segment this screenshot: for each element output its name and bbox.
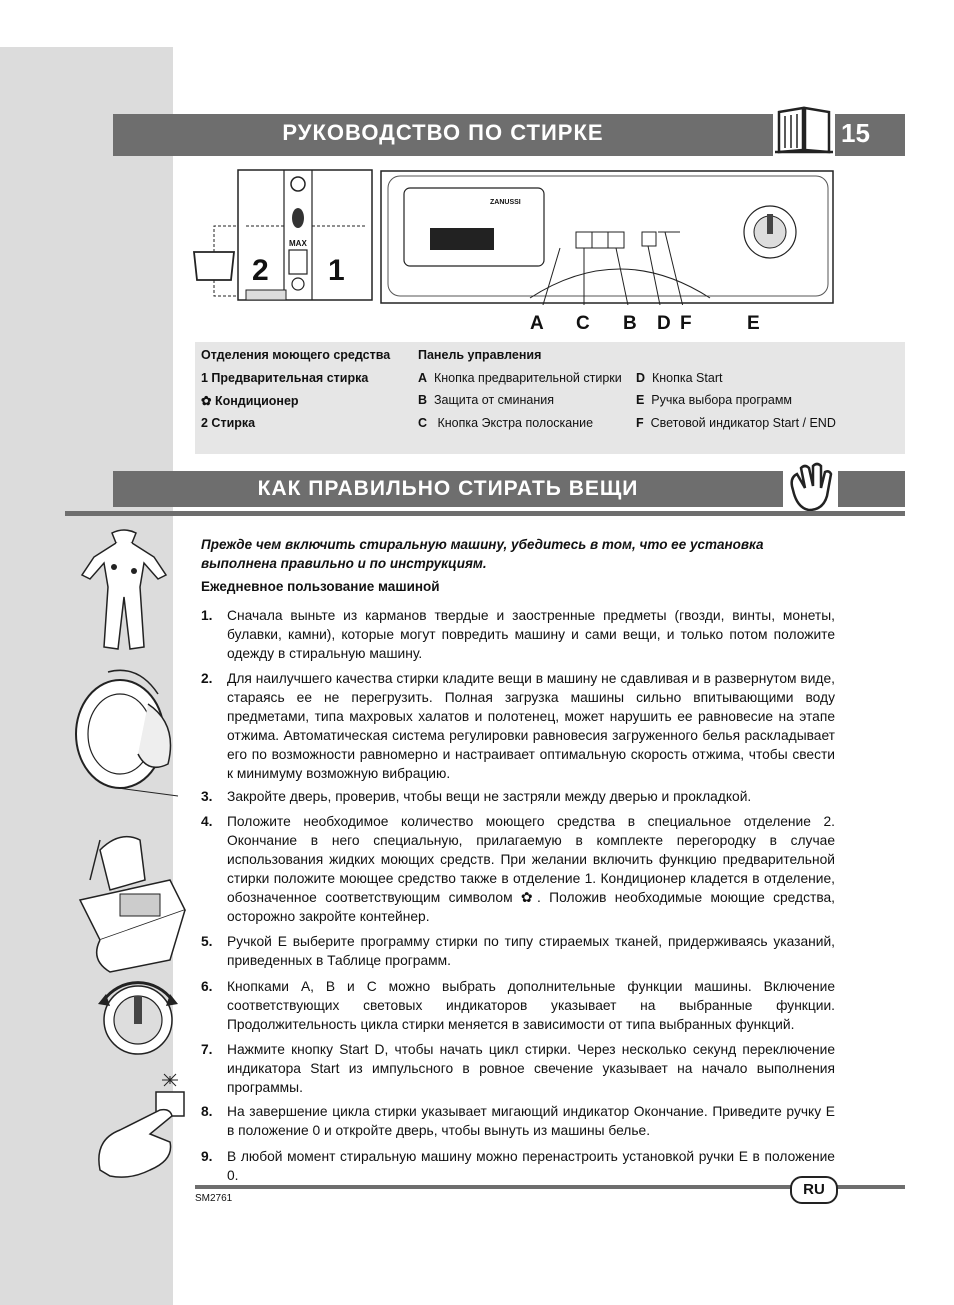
max-label: MAX xyxy=(289,239,307,248)
section-title-washing-guide: РУКОВОДСТВО ПО СТИРКЕ xyxy=(113,114,773,152)
drawer-label-1: 1 xyxy=(328,254,345,287)
instruction-item: 6. Кнопками A, B и C можно выбрать дополнительные функции машины. Включение соответствующих световых индикаторов указывает на выбранные функции. Продолжительность цикла стирки меняется в зависимости от типа выбранных функций. xyxy=(201,979,835,1032)
legend-item-C: C Кнопка Экстра полоскание xyxy=(418,416,594,430)
label-A: A xyxy=(530,313,544,334)
book-icon xyxy=(773,104,835,156)
label-B: B xyxy=(623,313,637,334)
page-number: 15 xyxy=(835,114,905,152)
clothes-illustration xyxy=(74,527,174,655)
legend-detergent-title: Отделения моющего средства xyxy=(201,348,391,362)
legend-softener-label: Кондиционер xyxy=(214,394,299,408)
legend-panel-title: Панель управления xyxy=(418,348,542,362)
legend-item-B: B Защита от сминания xyxy=(418,393,554,407)
legend-wash: 2 Стирка xyxy=(201,416,256,430)
label-C: C xyxy=(576,313,590,334)
section-title-how-to-wash: КАК ПРАВИЛЬНО СТИРАТЬ ВЕЩИ xyxy=(113,471,783,507)
legend-item-F: F Световой индикатор Start / END xyxy=(636,416,836,430)
label-E: E xyxy=(747,313,760,334)
top-margin xyxy=(0,0,954,47)
instruction-item: 2. Для наилучшего качества стирки кладите вещи в машину не сдавливая и в развернутом виде, стараясь ее не перегрузить. Полная загрузка машины сильно впитывающими воду предметами, типа махровых халатов и полотенец, может нарушить ее равновесие на этапе отжима. Автоматическая система регулировки равновесия загруженного белья раскладывает его по возможности равномерно и настраивает оптимальную скорость отжима, чтобы свести к минимуму возможную вибрацию. xyxy=(201,671,835,781)
legend-box xyxy=(195,342,905,454)
daily-use-heading: Ежедневное пользование машиной xyxy=(201,579,440,594)
instruction-item: 1. Сначала выньте из карманов твердые и заостренные предметы (гвозди, винты, монеты, булавки, камни), которые могут повредить машину и сами вещи, и только потом положите одежду в стиральную машину. xyxy=(201,608,835,661)
drawer-label-2: 2 xyxy=(252,254,269,287)
start-button-illustration xyxy=(90,1070,190,1182)
softener-icon: ✿ xyxy=(201,394,212,408)
label-D: D xyxy=(657,313,671,334)
panel-brand: ZANUSSI xyxy=(490,199,521,206)
instruction-item: 3. Закройте дверь, проверив, чтобы вещи не застряли между дверью и прокладкой. xyxy=(201,789,752,804)
legend-prewash: 1 Предварительная стирка xyxy=(201,371,369,385)
instruction-item: 8. На завершение цикла стирки указывает мигающий индикатор Окончание. Приведите ручку E в положение 0 и откройте дверь, чтобы вынуть из машины белье. xyxy=(201,1104,835,1138)
instruction-item: 4. Положите необходимое количество моющего средства в специальное отделение 2. Окончание в него специальную, прилагаемую в комплекте перегородку в случае использования жидких моющих средств. При желании включить функцию предварительной стирки положите моющее средство также в отделение 1. Кондиционер кладется в отделение, обозначенное соответствующим символом ✿. Положив необходимые моющие средства, осторожно закройте контейнер. xyxy=(201,814,835,924)
detergent-drawer-diagram xyxy=(186,168,376,304)
door-loading-illustration xyxy=(68,664,188,799)
program-knob-illustration xyxy=(68,970,193,1070)
header-underline-2 xyxy=(65,511,905,516)
legend-item-A: A Кнопка предварительной стирки xyxy=(418,371,622,385)
legend-softener xyxy=(201,393,299,408)
label-F: F xyxy=(680,313,692,334)
hand-icon xyxy=(783,460,839,514)
instruction-item: 5. Ручкой E выберите программу стирки по типу стираемых тканей, придерживаясь указаний, приведенных в Таблице программ. xyxy=(201,934,835,968)
detergent-drawer-illustration xyxy=(70,810,190,975)
intro-text: Прежде чем включить стиральную машину, убедитесь в том, что ее установка выполнена правильно и по инструкциям. xyxy=(201,537,764,571)
language-badge: RU xyxy=(790,1176,838,1204)
header-right-block xyxy=(838,471,905,507)
legend-item-E: E Ручка выбора программ xyxy=(636,393,793,407)
control-panel-diagram xyxy=(380,170,835,305)
instruction-item: 9. В любой момент стиральную машину можно перенастроить установкой ручки E в положение 0. xyxy=(201,1149,835,1183)
document-code: SM2761 xyxy=(195,1193,233,1204)
instruction-item: 7. Нажмите кнопку Start D, чтобы начать цикл стирки. Через несколько секунд переключение индикатора Start из импульсного в ровное свечение указывает на начало выполнения программы. xyxy=(201,1042,835,1095)
legend-item-D: D Кнопка Start xyxy=(636,371,723,385)
